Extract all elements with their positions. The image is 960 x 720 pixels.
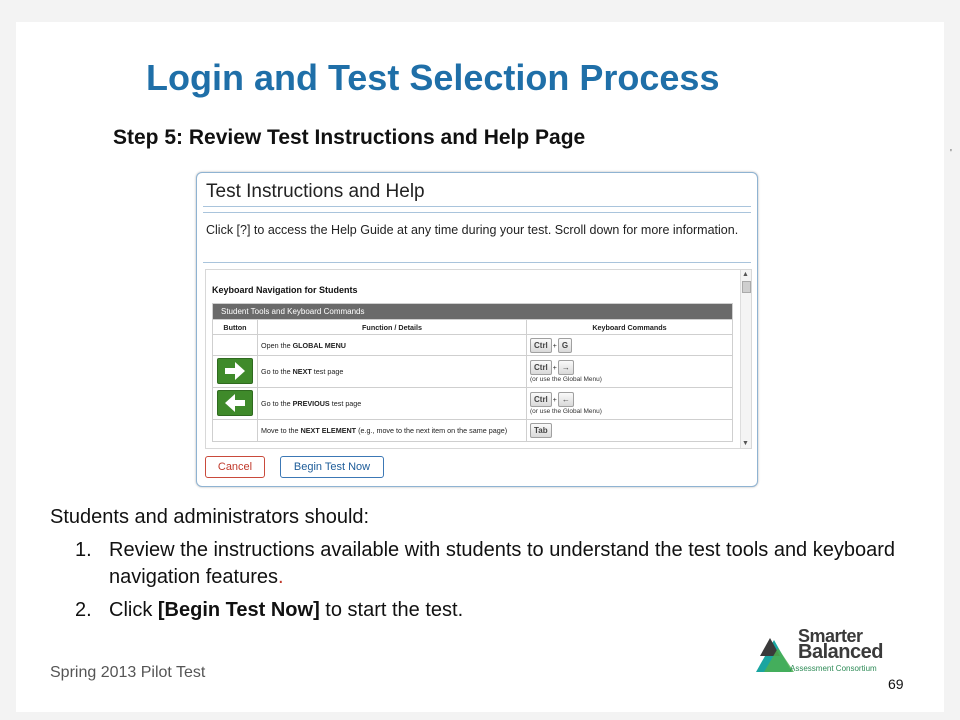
- ctrl-key: Ctrl: [530, 338, 552, 353]
- divider: [203, 212, 751, 213]
- begin-test-now-button[interactable]: Begin Test Now: [280, 456, 384, 478]
- dialog-intro-text: Click [?] to access the Help Guide at any time during your test. Scroll down for more information.: [206, 223, 739, 237]
- smarter-balanced-logo: [754, 626, 914, 676]
- plus-sign: +: [552, 365, 557, 372]
- key-note: (or use the Global Menu): [530, 376, 602, 383]
- tab-key: Tab: [530, 423, 552, 438]
- right-arrow-icon: [217, 358, 253, 384]
- scroll-up-icon[interactable]: ▲: [742, 271, 749, 278]
- list-text-pre: Click: [109, 599, 158, 621]
- list-text: [109, 597, 909, 624]
- right-arrow-key: →: [558, 360, 574, 375]
- function-text: test page: [329, 399, 362, 408]
- logo-line3: Assessment Consortium: [790, 664, 877, 673]
- plus-sign: +: [552, 342, 557, 350]
- list-number: 1.: [75, 539, 92, 561]
- table-row: [213, 420, 733, 442]
- ctrl-key: Ctrl: [530, 392, 552, 407]
- keyboard-navigation-heading: Keyboard Navigation for Students: [212, 285, 358, 295]
- g-key: G: [558, 338, 572, 353]
- keys-cell: [527, 388, 733, 420]
- button-cell: [213, 388, 258, 420]
- ctrl-key: Ctrl: [530, 360, 552, 375]
- logo-line2: Balanced: [798, 641, 883, 663]
- table-caption: Student Tools and Keyboard Commands: [213, 304, 733, 320]
- function-text: Move to the: [261, 426, 301, 435]
- left-arrow-icon: [217, 390, 253, 416]
- cancel-button[interactable]: Cancel: [205, 456, 265, 478]
- column-header-keys: Keyboard Commands: [527, 320, 733, 335]
- function-text: Go to the: [261, 399, 293, 408]
- dialog-title: Test Instructions and Help: [206, 181, 425, 202]
- column-header-function: Function / Details: [258, 320, 527, 335]
- list-text: [109, 537, 909, 591]
- list-text-bold: [Begin Test Now]: [157, 599, 320, 621]
- page-number: 69: [888, 676, 904, 692]
- table-row: [213, 388, 733, 420]
- function-cell: [258, 356, 527, 388]
- function-bold: PREVIOUS: [292, 399, 330, 408]
- function-text: Go to the: [261, 367, 293, 376]
- scrollbar[interactable]: [740, 270, 751, 448]
- button-cell: [213, 335, 258, 356]
- function-text: test page: [311, 367, 344, 376]
- plus-sign: +: [552, 397, 557, 404]
- list-text-body: Review the instructions available with students to understand the test tools and keyboard navigation features: [109, 539, 896, 588]
- instructions-scroll-area[interactable]: [205, 269, 752, 449]
- divider: [203, 262, 751, 263]
- function-bold: NEXT: [292, 367, 312, 376]
- keys-cell: [527, 335, 733, 356]
- table-row: [213, 335, 733, 356]
- list-number: 2.: [75, 599, 92, 621]
- button-cell: [213, 420, 258, 442]
- function-bold: NEXT ELEMENT: [300, 426, 357, 435]
- scrollbar-thumb[interactable]: [742, 281, 751, 293]
- table-row: [213, 356, 733, 388]
- list-text-post: to start the test.: [319, 599, 464, 621]
- function-text: (e.g., move to the next item on the same page): [356, 426, 508, 435]
- function-cell: [258, 335, 527, 356]
- function-bold: GLOBAL MENU: [292, 340, 346, 350]
- test-instructions-dialog: [196, 172, 758, 487]
- column-header-button: Button: [213, 320, 258, 335]
- slide-title: Login and Test Selection Process: [146, 57, 720, 98]
- function-text: Open the: [261, 340, 293, 350]
- key-note: (or use the Global Menu): [530, 408, 602, 415]
- logo-line1: Smarter: [798, 626, 863, 646]
- divider: [203, 206, 751, 207]
- left-arrow-key: ←: [558, 392, 574, 407]
- footer-text: Spring 2013 Pilot Test: [50, 664, 206, 681]
- step-heading: Step 5: Review Test Instructions and Help Page: [113, 126, 586, 149]
- list-text-end: .: [278, 566, 284, 588]
- function-cell: [258, 420, 527, 442]
- instructions-intro: Students and administrators should:: [50, 506, 370, 528]
- keyboard-commands-table: [212, 303, 733, 442]
- function-cell: [258, 388, 527, 420]
- button-cell: [213, 356, 258, 388]
- keys-cell: [527, 420, 733, 442]
- scroll-down-icon[interactable]: ▼: [742, 440, 749, 447]
- keys-cell: [527, 356, 733, 388]
- edge-mark: ': [950, 148, 952, 159]
